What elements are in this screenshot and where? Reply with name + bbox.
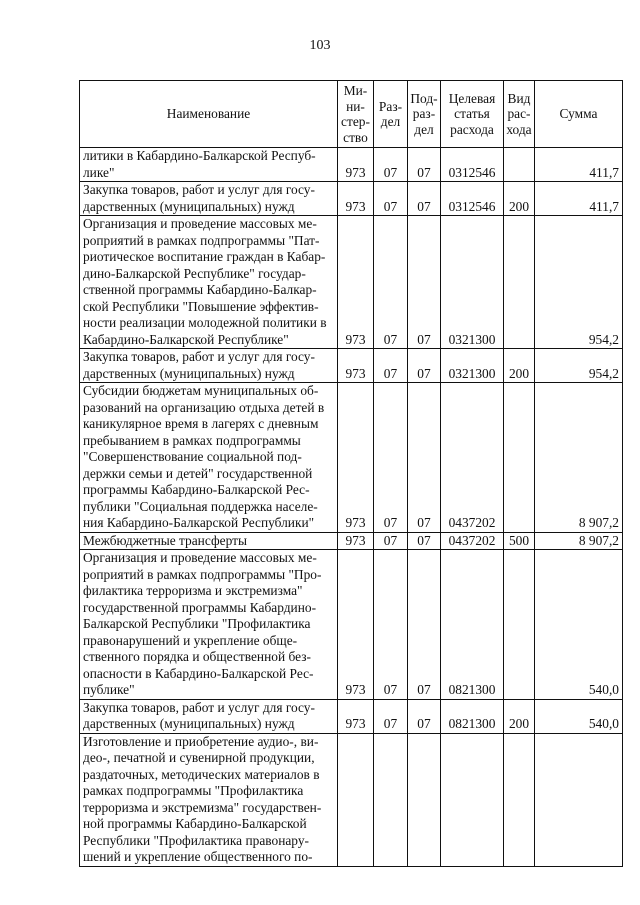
row-name-cell: Закупка товаров, работ и услуг для госу- дарственных (муниципальных) нужд [80, 699, 338, 733]
ministry-cell: 973 [338, 532, 374, 550]
target-article-cell: 0321300 [441, 216, 504, 349]
target-article-cell: 0312546 [441, 182, 504, 216]
row-name-cell: литики в Кабардино-Балкарской Респуб- лике" [80, 148, 338, 182]
sum-cell: 954,2 [535, 216, 623, 349]
expense-type-cell [504, 383, 535, 533]
table-row [80, 733, 623, 866]
expense-type-cell: 200 [504, 182, 535, 216]
row-name-cell: Изготовление и приобретение аудио-, ви- део-, печатной и сувенирной продукции, раздаточных, методических материалов в рамках подпрограммы "Профилактика терроризма и экстремизма" государствен- ной программы Кабардино-Балкарской Республики "Профилактика правонару- шений и укрепление общественного по- [80, 733, 338, 866]
target-article-cell: 0821300 [441, 550, 504, 700]
header-ministry: Ми- ни- стер- ство [338, 81, 374, 148]
expense-type-cell: 200 [504, 349, 535, 383]
expense-type-cell: 200 [504, 699, 535, 733]
table-row [80, 182, 623, 216]
ministry-cell: 973 [338, 182, 374, 216]
table-row [80, 550, 623, 700]
subsection-cell [408, 733, 441, 866]
row-name-cell: Закупка товаров, работ и услуг для госу- дарственных (муниципальных) нужд [80, 349, 338, 383]
sum-cell: 8 907,2 [535, 383, 623, 533]
header-subsection: Под- раз- дел [408, 81, 441, 148]
expense-type-cell [504, 148, 535, 182]
section-cell: 07 [374, 699, 408, 733]
section-cell: 07 [374, 349, 408, 383]
table-row [80, 148, 623, 182]
row-name-cell: Организация и проведение массовых ме- роприятий в рамках подпрограммы "Про- филактика терроризма и экстремизма" государственной программы Кабардино- Балкарской Республики "Профилактика правонарушений и укрепление обще- ственного порядка и общественной без- опасности в Кабардино-Балкарской Рес- публике" [80, 550, 338, 700]
expense-type-cell [504, 550, 535, 700]
ministry-cell: 973 [338, 148, 374, 182]
sum-cell: 540,0 [535, 699, 623, 733]
expense-type-cell: 500 [504, 532, 535, 550]
section-cell: 07 [374, 532, 408, 550]
subsection-cell: 07 [408, 532, 441, 550]
page-number: 103 [309, 38, 331, 53]
sum-cell: 411,7 [535, 182, 623, 216]
header-sum: Сумма [535, 81, 623, 148]
target-article-cell: 0321300 [441, 349, 504, 383]
subsection-cell: 07 [408, 550, 441, 700]
subsection-cell: 07 [408, 349, 441, 383]
section-cell: 07 [374, 216, 408, 349]
sum-cell: 954,2 [535, 349, 623, 383]
header-name: Наименование [80, 81, 338, 148]
target-article-cell: 0821300 [441, 699, 504, 733]
section-cell: 07 [374, 182, 408, 216]
row-name-cell: Закупка товаров, работ и услуг для госу- дарственных (муниципальных) нужд [80, 182, 338, 216]
table-row [80, 699, 623, 733]
ministry-cell: 973 [338, 550, 374, 700]
header-target-article: Целевая статья расхода [441, 81, 504, 148]
header-expense-type: Вид рас- хода [504, 81, 535, 148]
section-cell: 07 [374, 148, 408, 182]
row-name-cell: Субсидии бюджетам муниципальных об- разований на организацию отдыха детей в каникулярное время в лагерях с дневным пребыванием в рамках подпрограммы "Совершенствование социальной под- держки семьи и детей" государственной программы Кабардино-Балкарской Рес- публики "Социальная поддержка населе- ния Кабардино-Балкарской Республики" [80, 383, 338, 533]
subsection-cell: 07 [408, 699, 441, 733]
target-article-cell: 0437202 [441, 532, 504, 550]
table-row [80, 216, 623, 349]
header-row [80, 81, 623, 148]
ministry-cell: 973 [338, 349, 374, 383]
table-row [80, 349, 623, 383]
expense-type-cell [504, 216, 535, 349]
budget-table [79, 80, 623, 867]
expense-type-cell [504, 733, 535, 866]
section-cell [374, 733, 408, 866]
target-article-cell [441, 733, 504, 866]
target-article-cell: 0437202 [441, 383, 504, 533]
subsection-cell: 07 [408, 383, 441, 533]
subsection-cell: 07 [408, 182, 441, 216]
section-cell: 07 [374, 383, 408, 533]
header-section: Раз- дел [374, 81, 408, 148]
row-name-cell: Межбюджетные трансферты [80, 532, 338, 550]
target-article-cell: 0312546 [441, 148, 504, 182]
ministry-cell [338, 733, 374, 866]
subsection-cell: 07 [408, 148, 441, 182]
ministry-cell: 973 [338, 383, 374, 533]
sum-cell: 540,0 [535, 550, 623, 700]
section-cell: 07 [374, 550, 408, 700]
sum-cell [535, 733, 623, 866]
row-name-cell: Организация и проведение массовых ме- роприятий в рамках подпрограммы "Пат- риотическое воспитание граждан в Кабар- дино-Балкарской Республике" государ- ственной программы Кабардино-Балкар- ской Республики "Повышение эффектив- ности реализации молодежной политики в Кабардино-Балкарской Республике" [80, 216, 338, 349]
ministry-cell: 973 [338, 699, 374, 733]
sum-cell: 411,7 [535, 148, 623, 182]
ministry-cell: 973 [338, 216, 374, 349]
subsection-cell: 07 [408, 216, 441, 349]
table-row [80, 383, 623, 533]
table-row [80, 532, 623, 550]
sum-cell: 8 907,2 [535, 532, 623, 550]
